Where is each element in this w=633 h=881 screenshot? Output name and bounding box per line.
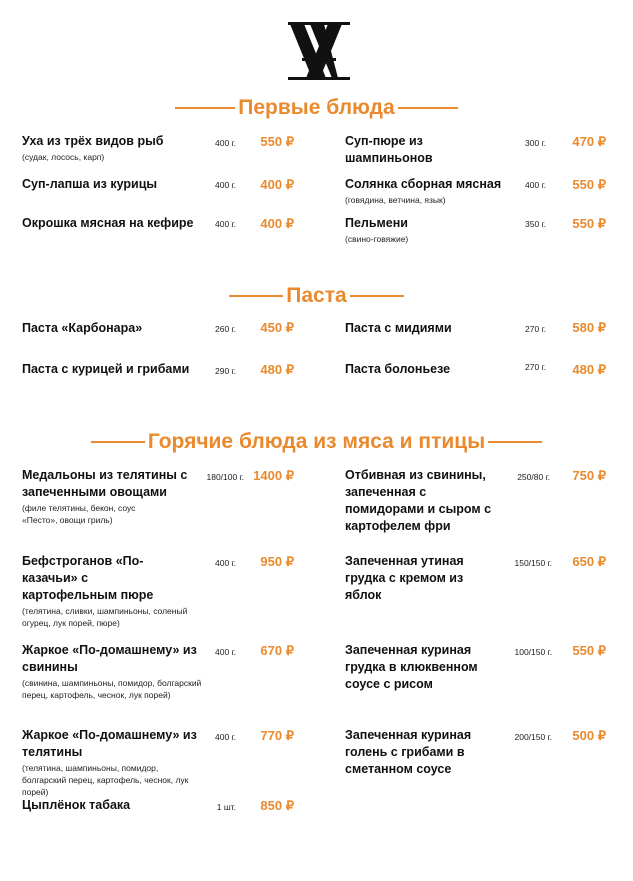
menu-item: [22, 642, 202, 701]
wa-monogram-logo: [288, 20, 350, 82]
item-name: Жаркое «По-домашнему» из телятины: [22, 728, 197, 759]
item-weight: 290 г.: [215, 366, 236, 376]
item-price: 550 ₽: [260, 134, 294, 149]
item-name: Паста с мидиями: [345, 321, 452, 335]
item-price: 550 ₽: [572, 643, 606, 658]
item-weight: 180/100 г.: [206, 472, 244, 482]
item-name: Запеченная куриная голень с грибами в сметанном соусе: [345, 728, 472, 776]
item-weight: 400 г.: [215, 558, 236, 568]
item-name: Отбивная из свинины, запеченная с помидорами и сыром с картофелем фри: [345, 468, 492, 533]
item-weight: 100/150 г.: [514, 647, 552, 657]
item-name: Пельмени: [345, 216, 408, 230]
item-price: 400 ₽: [260, 177, 294, 192]
item-weight: 400 г.: [525, 180, 546, 190]
item-desc: (телятина, шампиньоны, помидор, болгарский перец, картофель, чеснок, лук порей): [22, 763, 189, 797]
menu-item: [345, 727, 475, 778]
item-weight: 400 г.: [215, 180, 236, 190]
item-name: Суп-лапша из курицы: [22, 177, 158, 191]
item-desc: (филе телятины, бекон, соус «Песто», овощи гриль): [22, 503, 136, 525]
item-price: 1400 ₽: [253, 468, 294, 483]
menu-item: [22, 215, 202, 232]
item-desc: (свино-говяжие): [345, 234, 409, 244]
menu-item: [22, 467, 202, 526]
menu-item: [345, 361, 505, 378]
item-name: Паста «Карбонара»: [22, 321, 143, 335]
item-weight: 400 г.: [215, 647, 236, 657]
menu-item: [22, 320, 202, 337]
item-name: Суп-пюре из шампиньонов: [345, 134, 433, 165]
item-price: 580 ₽: [572, 320, 606, 335]
menu-item: [345, 320, 505, 337]
item-weight: 260 г.: [215, 324, 236, 334]
item-name: Жаркое «По-домашнему» из свинины: [22, 643, 197, 674]
item-name: Бефстроганов «По-казачьи» с картофельным пюре: [22, 554, 154, 602]
item-weight: 1 шт.: [216, 802, 236, 812]
item-weight: 350 г.: [525, 219, 546, 229]
menu-item: [22, 797, 202, 814]
item-desc: (судак, лосось, карп): [22, 152, 105, 162]
item-price: 850 ₽: [260, 798, 294, 813]
item-name: Запеченная утиная грудка с кремом из яблок: [345, 554, 464, 602]
section-title-hot-dishes: Горячие блюда из мяса и птицы: [0, 430, 633, 454]
item-price: 650 ₽: [572, 554, 606, 569]
item-desc: (говядина, ветчина, язык): [345, 195, 446, 205]
menu-item: [22, 133, 202, 163]
item-price: 470 ₽: [572, 134, 606, 149]
item-price: 500 ₽: [572, 728, 606, 743]
item-desc: (телятина, сливки, шампиньоны, соленый огурец, лук порей, пюре): [22, 606, 188, 628]
item-price: 750 ₽: [572, 468, 606, 483]
menu-item: [345, 553, 475, 604]
item-weight: 200/150 г.: [514, 732, 552, 742]
item-name: Уха из трёх видов рыб: [22, 134, 164, 148]
item-name: Цыплёнок табака: [22, 798, 131, 812]
menu-item: [345, 133, 505, 168]
item-weight: 250/80 г.: [517, 472, 550, 482]
item-name: Солянка сборная мясная: [345, 177, 502, 191]
item-price: 550 ₽: [572, 216, 606, 231]
item-name: Запеченная куриная грудка в клюквенном соусе с рисом: [345, 643, 478, 691]
menu-item: [345, 642, 485, 693]
menu-item: [22, 553, 202, 629]
item-price: 480 ₽: [260, 362, 294, 377]
item-weight: 400 г.: [215, 138, 236, 148]
item-price: 480 ₽: [572, 362, 606, 377]
item-price: 400 ₽: [260, 216, 294, 231]
item-name: Медальоны из телятины с запеченными овощами: [22, 468, 188, 499]
item-name: Паста болоньезе: [345, 362, 451, 376]
item-weight: 300 г.: [525, 138, 546, 148]
section-title-pasta: Паста: [0, 284, 633, 308]
menu-item: [22, 176, 202, 193]
item-name: Паста с курицей и грибами: [22, 362, 190, 376]
section-title-first-courses: Первые блюда: [0, 96, 633, 120]
item-price: 550 ₽: [572, 177, 606, 192]
menu-item: [22, 361, 202, 378]
item-weight: 150/150 г.: [514, 558, 552, 568]
item-weight: 270 г.: [525, 324, 546, 334]
menu-item: [345, 176, 505, 206]
item-desc: (свинина, шампиньоны, помидор, болгарский перец, картофель, чеснок, лук порей): [22, 678, 202, 700]
menu-item: [345, 215, 505, 245]
item-price: 450 ₽: [260, 320, 294, 335]
menu-item: [345, 467, 500, 535]
menu-item: [22, 727, 202, 798]
item-name: Окрошка мясная на кефире: [22, 216, 194, 230]
item-price: 670 ₽: [260, 643, 294, 658]
item-price: 770 ₽: [260, 728, 294, 743]
item-weight: 400 г.: [215, 732, 236, 742]
item-weight: 400 г.: [215, 219, 236, 229]
item-weight: 270 г.: [525, 362, 546, 372]
item-price: 950 ₽: [260, 554, 294, 569]
